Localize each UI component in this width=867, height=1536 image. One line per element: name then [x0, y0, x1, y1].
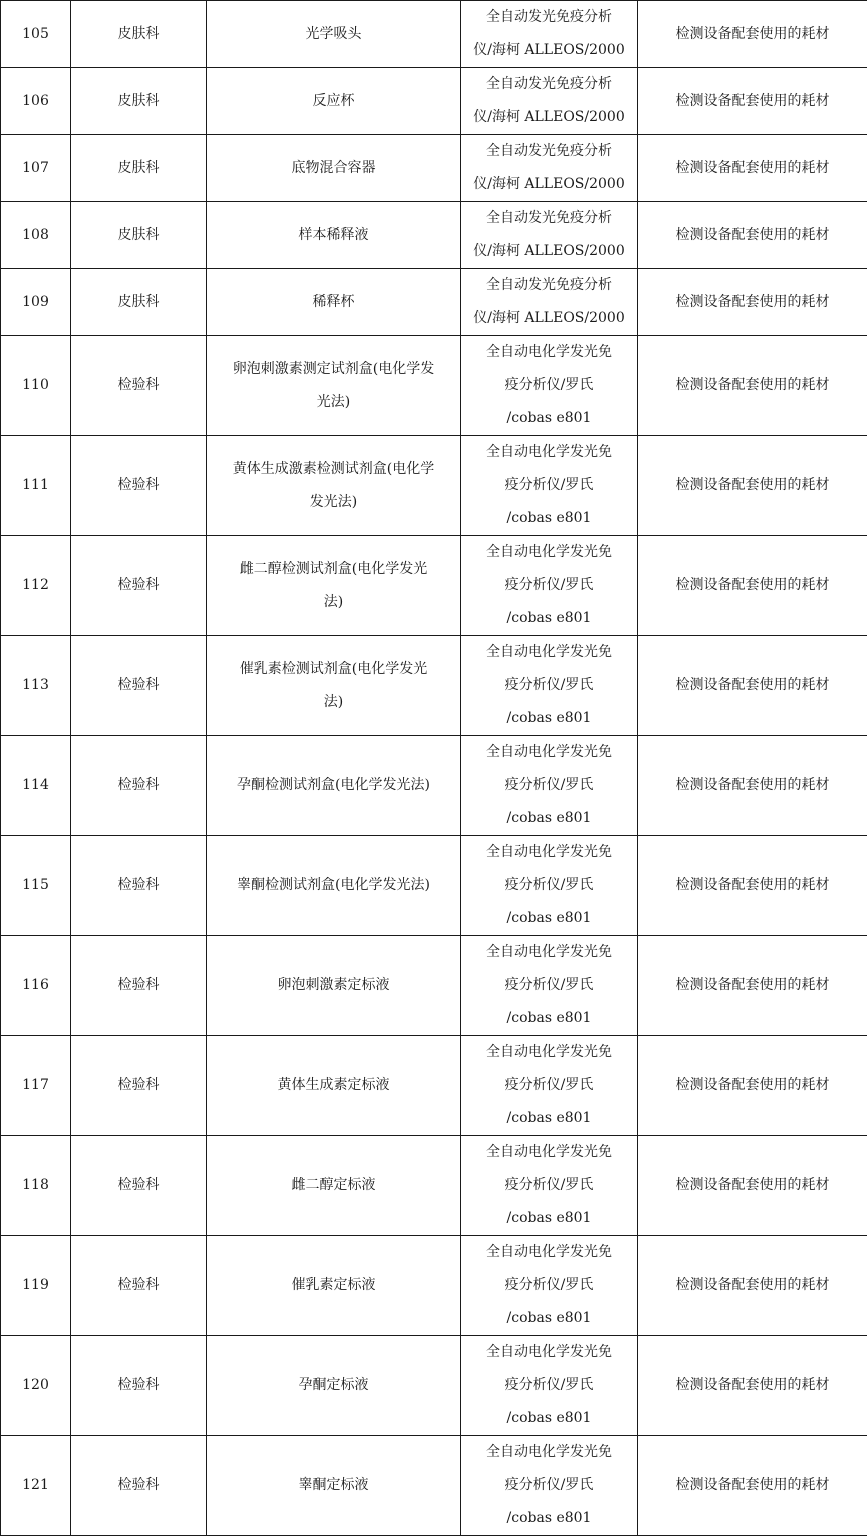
device-cell: [461, 1, 638, 68]
device-line: 全自动电化学发光免: [467, 336, 631, 369]
device-line: 仪/海柯 ALLEOS/2000: [467, 101, 631, 134]
purpose-cell: 检测设备配套使用的耗材: [638, 68, 867, 135]
device-line: /cobas e801: [467, 1302, 631, 1335]
item-name-line: 法): [213, 686, 454, 719]
item-name-cell: [207, 836, 461, 936]
department-cell: 检验科: [71, 736, 207, 836]
department-cell: 检验科: [71, 1336, 207, 1436]
row-number-cell: 114: [1, 736, 71, 836]
item-name-cell: [207, 1, 461, 68]
table-row: [1, 1136, 867, 1236]
purpose-cell: 检测设备配套使用的耗材: [638, 269, 867, 336]
item-name-line: 光法): [213, 386, 454, 419]
item-name-cell: [207, 1236, 461, 1336]
row-number-cell: 121: [1, 1436, 71, 1536]
device-line: 疫分析仪/罗氏: [467, 1169, 631, 1202]
device-cell: [461, 636, 638, 736]
device-line: 全自动电化学发光免: [467, 1436, 631, 1469]
device-line: 全自动电化学发光免: [467, 1236, 631, 1269]
device-line: 全自动电化学发光免: [467, 936, 631, 969]
department-cell: 检验科: [71, 836, 207, 936]
item-name-line: 发光法): [213, 486, 454, 519]
purpose-cell: 检测设备配套使用的耗材: [638, 1136, 867, 1236]
table-row: [1, 269, 867, 336]
item-name-cell: [207, 1336, 461, 1436]
department-cell: 皮肤科: [71, 1, 207, 68]
item-name-line: 卵泡刺激素定标液: [213, 969, 454, 1002]
device-line: 疫分析仪/罗氏: [467, 569, 631, 602]
device-line: 疫分析仪/罗氏: [467, 769, 631, 802]
department-cell: 检验科: [71, 636, 207, 736]
item-name-line: 孕酮定标液: [213, 1369, 454, 1402]
department-cell: 检验科: [71, 1436, 207, 1536]
item-name-line: 催乳素检测试剂盒(电化学发光: [213, 653, 454, 686]
department-cell: 皮肤科: [71, 135, 207, 202]
table-row: [1, 336, 867, 436]
purpose-cell: 检测设备配套使用的耗材: [638, 536, 867, 636]
device-cell: [461, 536, 638, 636]
row-number-cell: 109: [1, 269, 71, 336]
device-line: 全自动电化学发光免: [467, 436, 631, 469]
item-name-line: 反应杯: [213, 85, 454, 118]
item-name-line: 法): [213, 586, 454, 619]
item-name-line: 催乳素定标液: [213, 1269, 454, 1302]
device-line: /cobas e801: [467, 502, 631, 535]
device-cell: [461, 1136, 638, 1236]
item-name-cell: [207, 536, 461, 636]
device-line: /cobas e801: [467, 602, 631, 635]
item-name-line: 稀释杯: [213, 286, 454, 319]
purpose-cell: 检测设备配套使用的耗材: [638, 135, 867, 202]
purpose-cell: 检测设备配套使用的耗材: [638, 202, 867, 269]
device-line: 疫分析仪/罗氏: [467, 1069, 631, 1102]
row-number-cell: 112: [1, 536, 71, 636]
device-line: 全自动发光免疫分析: [467, 1, 631, 34]
item-name-cell: [207, 736, 461, 836]
device-line: 全自动电化学发光免: [467, 1136, 631, 1169]
device-line: /cobas e801: [467, 1402, 631, 1435]
item-name-line: 卵泡刺激素测定试剂盒(电化学发: [213, 353, 454, 386]
row-number-cell: 119: [1, 1236, 71, 1336]
item-name-cell: [207, 1036, 461, 1136]
item-name-line: 黄体生成激素检测试剂盒(电化学: [213, 453, 454, 486]
device-cell: [461, 68, 638, 135]
table-row: [1, 736, 867, 836]
device-line: 全自动电化学发光免: [467, 836, 631, 869]
purpose-cell: 检测设备配套使用的耗材: [638, 836, 867, 936]
item-name-cell: [207, 936, 461, 1036]
item-name-cell: [207, 336, 461, 436]
device-line: 疫分析仪/罗氏: [467, 469, 631, 502]
table-row: [1, 836, 867, 936]
device-line: 疫分析仪/罗氏: [467, 1269, 631, 1302]
device-cell: [461, 736, 638, 836]
device-line: 全自动发光免疫分析: [467, 269, 631, 302]
department-cell: 皮肤科: [71, 68, 207, 135]
row-number-cell: 113: [1, 636, 71, 736]
row-number-cell: 107: [1, 135, 71, 202]
row-number-cell: 108: [1, 202, 71, 269]
device-line: /cobas e801: [467, 1002, 631, 1035]
device-line: /cobas e801: [467, 1102, 631, 1135]
table-row: [1, 1236, 867, 1336]
row-number-cell: 117: [1, 1036, 71, 1136]
table-row: [1, 936, 867, 1036]
purpose-cell: 检测设备配套使用的耗材: [638, 936, 867, 1036]
device-cell: [461, 436, 638, 536]
item-name-line: 雌二醇检测试剂盒(电化学发光: [213, 553, 454, 586]
device-cell: [461, 836, 638, 936]
purpose-cell: 检测设备配套使用的耗材: [638, 1, 867, 68]
device-line: /cobas e801: [467, 402, 631, 435]
device-line: 全自动电化学发光免: [467, 736, 631, 769]
table-row: [1, 536, 867, 636]
item-name-cell: [207, 135, 461, 202]
device-line: 全自动电化学发光免: [467, 636, 631, 669]
device-line: 疫分析仪/罗氏: [467, 669, 631, 702]
item-name-line: 光学吸头: [213, 18, 454, 51]
table-body: [1, 1, 867, 1536]
device-cell: [461, 269, 638, 336]
purpose-cell: 检测设备配套使用的耗材: [638, 436, 867, 536]
department-cell: 检验科: [71, 1236, 207, 1336]
device-cell: [461, 1336, 638, 1436]
device-line: /cobas e801: [467, 802, 631, 835]
device-cell: [461, 1436, 638, 1536]
item-name-line: 睾酮定标液: [213, 1469, 454, 1502]
purpose-cell: 检测设备配套使用的耗材: [638, 736, 867, 836]
device-cell: [461, 936, 638, 1036]
row-number-cell: 111: [1, 436, 71, 536]
item-name-cell: [207, 202, 461, 269]
device-line: /cobas e801: [467, 902, 631, 935]
table-row: [1, 1436, 867, 1536]
row-number-cell: 116: [1, 936, 71, 1036]
purpose-cell: 检测设备配套使用的耗材: [638, 1336, 867, 1436]
device-line: 疫分析仪/罗氏: [467, 1369, 631, 1402]
item-name-line: 雌二醇定标液: [213, 1169, 454, 1202]
item-name-cell: [207, 1436, 461, 1536]
item-name-cell: [207, 436, 461, 536]
device-cell: [461, 1236, 638, 1336]
department-cell: 检验科: [71, 536, 207, 636]
row-number-cell: 105: [1, 1, 71, 68]
device-line: 疫分析仪/罗氏: [467, 969, 631, 1002]
device-cell: [461, 202, 638, 269]
item-name-line: 底物混合容器: [213, 152, 454, 185]
device-line: 疫分析仪/罗氏: [467, 869, 631, 902]
device-line: 仪/海柯 ALLEOS/2000: [467, 168, 631, 201]
device-line: /cobas e801: [467, 1502, 631, 1535]
department-cell: 皮肤科: [71, 202, 207, 269]
item-name-cell: [207, 68, 461, 135]
device-line: 仪/海柯 ALLEOS/2000: [467, 302, 631, 335]
device-line: 全自动电化学发光免: [467, 1036, 631, 1069]
device-line: 仪/海柯 ALLEOS/2000: [467, 235, 631, 268]
device-line: /cobas e801: [467, 1202, 631, 1235]
purpose-cell: 检测设备配套使用的耗材: [638, 1436, 867, 1536]
table-row: [1, 68, 867, 135]
department-cell: 检验科: [71, 1036, 207, 1136]
device-line: 仪/海柯 ALLEOS/2000: [467, 34, 631, 67]
purpose-cell: 检测设备配套使用的耗材: [638, 1036, 867, 1136]
row-number-cell: 120: [1, 1336, 71, 1436]
device-line: 全自动电化学发光免: [467, 536, 631, 569]
department-cell: 检验科: [71, 1136, 207, 1236]
purpose-cell: 检测设备配套使用的耗材: [638, 1236, 867, 1336]
table-row: [1, 1, 867, 68]
purpose-cell: 检测设备配套使用的耗材: [638, 636, 867, 736]
department-cell: 检验科: [71, 336, 207, 436]
device-line: /cobas e801: [467, 702, 631, 735]
table-row: [1, 1336, 867, 1436]
table-row: [1, 202, 867, 269]
table-row: [1, 636, 867, 736]
item-name-line: 黄体生成素定标液: [213, 1069, 454, 1102]
purpose-cell: 检测设备配套使用的耗材: [638, 336, 867, 436]
row-number-cell: 110: [1, 336, 71, 436]
item-name-cell: [207, 1136, 461, 1236]
table-row: [1, 436, 867, 536]
table-row: [1, 1036, 867, 1136]
department-cell: 检验科: [71, 436, 207, 536]
device-line: 全自动发光免疫分析: [467, 68, 631, 101]
department-cell: 检验科: [71, 936, 207, 1036]
device-line: 疫分析仪/罗氏: [467, 1469, 631, 1502]
device-cell: [461, 1036, 638, 1136]
item-name-cell: [207, 636, 461, 736]
table-row: [1, 135, 867, 202]
device-line: 全自动发光免疫分析: [467, 135, 631, 168]
item-name-line: 样本稀释液: [213, 219, 454, 252]
item-name-line: 孕酮检测试剂盒(电化学发光法): [213, 769, 454, 802]
item-name-line: 睾酮检测试剂盒(电化学发光法): [213, 869, 454, 902]
device-cell: [461, 135, 638, 202]
row-number-cell: 118: [1, 1136, 71, 1236]
department-cell: 皮肤科: [71, 269, 207, 336]
device-line: 全自动发光免疫分析: [467, 202, 631, 235]
row-number-cell: 106: [1, 68, 71, 135]
device-cell: [461, 336, 638, 436]
device-line: 疫分析仪/罗氏: [467, 369, 631, 402]
item-name-cell: [207, 269, 461, 336]
device-line: 全自动电化学发光免: [467, 1336, 631, 1369]
row-number-cell: 115: [1, 836, 71, 936]
